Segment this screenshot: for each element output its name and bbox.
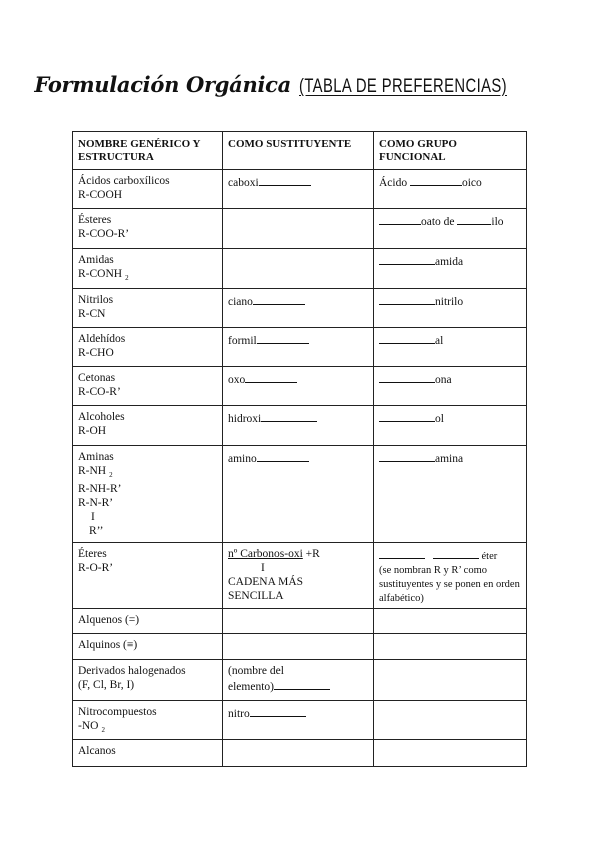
- substituent-prefix: (nombre del: [228, 665, 284, 677]
- row-name-cell: [73, 740, 223, 767]
- functional-name: amina: [435, 453, 464, 465]
- row-formula-subscript: 2: [101, 726, 105, 734]
- substituent-cell: [223, 660, 374, 701]
- fill-in-blank: [257, 450, 309, 462]
- row-formula: R-CO-R’: [78, 386, 121, 398]
- functional-name: amida: [435, 256, 464, 268]
- fill-in-blank: [433, 547, 479, 559]
- functional-note: (se nombran R y R’ como sustituyentes y se ponen en orden alfabético): [379, 565, 520, 604]
- row-name-cell: [73, 660, 223, 701]
- table-row: [73, 609, 527, 634]
- substituent-prefix: caboxi: [228, 177, 259, 189]
- fill-in-blank: [410, 174, 462, 186]
- fill-in-blank: [379, 547, 425, 559]
- substituent-cell: [223, 328, 374, 367]
- substituent-cell: [223, 289, 374, 328]
- functional-prefix: Ácido: [379, 177, 408, 189]
- title-subtitle: (TABLA DE PREFERENCIAS): [298, 76, 507, 97]
- functional-cell: [374, 543, 527, 609]
- functional-name: ona: [435, 374, 452, 386]
- row-formula: R-COOH: [78, 189, 123, 201]
- table-row: [73, 740, 527, 767]
- row-name: Derivados halogenados: [78, 665, 186, 677]
- table-row: [73, 249, 527, 289]
- functional-cell: [374, 660, 527, 701]
- fill-in-blank: [253, 293, 305, 305]
- fill-in-blank: [259, 174, 311, 186]
- functional-cell: [374, 328, 527, 367]
- fill-in-blank: [379, 450, 435, 462]
- substituent-cell: [223, 209, 374, 249]
- fill-in-blank: [261, 410, 317, 422]
- substituent-prefix: nitro: [228, 708, 250, 720]
- row-name: Nitrocompuestos: [78, 706, 157, 718]
- functional-cell: [374, 740, 527, 767]
- header-generic-name: NOMBRE GENÉRICO Y ESTRUCTURA: [73, 132, 223, 170]
- fill-in-blank: [379, 293, 435, 305]
- functional-cell: [374, 446, 527, 543]
- functional-cell: [374, 634, 527, 660]
- row-formula: R-N-R’: [78, 497, 114, 509]
- table-row: [73, 701, 527, 740]
- row-name: Aldehídos: [78, 333, 126, 345]
- table-row: [73, 660, 527, 701]
- row-name-cell: [73, 543, 223, 609]
- substituent-cell: [223, 609, 374, 634]
- row-formula-bond: I: [91, 511, 95, 523]
- substituent-cell: [223, 367, 374, 406]
- table-row: [73, 328, 527, 367]
- substituent-cell: [223, 446, 374, 543]
- functional-cell: [374, 367, 527, 406]
- row-name-cell: [73, 289, 223, 328]
- substituent-suffix: elemento): [228, 681, 274, 693]
- table-row: [73, 543, 527, 609]
- table-row: [73, 170, 527, 209]
- substituent-prefix: nº Carbonos-oxi: [228, 548, 303, 560]
- row-name-cell: [73, 701, 223, 740]
- fill-in-blank: [457, 213, 491, 225]
- row-name-cell: [73, 446, 223, 543]
- substituent-prefix: amino: [228, 453, 257, 465]
- substituent-suffix: +R: [305, 548, 320, 560]
- row-formula: R-O-R’: [78, 562, 114, 574]
- row-name: Ésteres: [78, 214, 112, 226]
- substituent-prefix: hidroxi: [228, 413, 262, 425]
- substituent-cell: [223, 249, 374, 289]
- functional-cell: [374, 609, 527, 634]
- row-formula-subscript: 2: [109, 471, 113, 479]
- fill-in-blank: [274, 678, 330, 690]
- fill-in-blank: [250, 705, 306, 717]
- functional-suffix: oico: [461, 177, 482, 189]
- substituent-prefix: ciano: [228, 296, 253, 308]
- header-substituent: COMO SUSTITUYENTE: [223, 132, 374, 170]
- fill-in-blank: [379, 332, 435, 344]
- table-row: [73, 209, 527, 249]
- functional-name: éter: [481, 551, 498, 562]
- row-name: Nitrilos: [78, 294, 114, 306]
- table-header-row: [73, 132, 527, 170]
- row-formula-subscript: 2: [125, 274, 129, 282]
- row-name-cell: [73, 328, 223, 367]
- table-row: [73, 446, 527, 543]
- row-formula: R’’: [89, 525, 104, 537]
- substituent-prefix: formil: [228, 335, 257, 347]
- row-name: Cetonas: [78, 372, 116, 384]
- row-name-cell: [73, 209, 223, 249]
- fill-in-blank: [257, 332, 309, 344]
- substituent-prefix: oxo: [228, 374, 246, 386]
- row-name-cell: [73, 367, 223, 406]
- row-formula: -NO: [78, 720, 99, 732]
- fill-in-blank: [379, 371, 435, 383]
- table-row: [73, 406, 527, 446]
- row-name: Alquenos (=): [78, 614, 140, 626]
- substituent-cell: [223, 170, 374, 209]
- row-name-cell: [73, 249, 223, 289]
- functional-cell: [374, 209, 527, 249]
- functional-cell: [374, 406, 527, 446]
- row-formula: R-OH: [78, 425, 107, 437]
- row-formula: R-NH: [78, 465, 107, 477]
- fill-in-blank: [245, 371, 297, 383]
- substituent-bond: I: [261, 562, 265, 574]
- row-name: Alcoholes: [78, 411, 125, 423]
- fill-in-blank: [379, 253, 435, 265]
- table-row: [73, 634, 527, 660]
- row-name-cell: [73, 609, 223, 634]
- functional-prefix: oato de: [421, 216, 455, 228]
- page-title: [0, 72, 600, 98]
- row-formula: R-CN: [78, 308, 106, 320]
- row-name: Amidas: [78, 254, 114, 266]
- table-row: [73, 367, 527, 406]
- functional-cell: [374, 289, 527, 328]
- row-name: Alquinos (≡): [78, 639, 138, 651]
- row-name-cell: [73, 406, 223, 446]
- row-formula: R-COO-R’: [78, 228, 130, 240]
- preference-table: [72, 131, 527, 767]
- substituent-note: CADENA MÁS SENCILLA: [228, 576, 304, 602]
- functional-cell: [374, 249, 527, 289]
- row-formula: R-CHO: [78, 347, 114, 359]
- row-name: Éteres: [78, 548, 107, 560]
- functional-name: nitrilo: [435, 296, 464, 308]
- functional-name: al: [435, 335, 444, 347]
- substituent-cell: [223, 634, 374, 660]
- row-formula: (F, Cl, Br, I): [78, 679, 135, 691]
- fill-in-blank: [379, 410, 435, 422]
- functional-cell: [374, 170, 527, 209]
- row-name-cell: [73, 634, 223, 660]
- functional-cell: [374, 701, 527, 740]
- substituent-cell: [223, 543, 374, 609]
- fill-in-blank: [379, 213, 421, 225]
- row-name: Aminas: [78, 451, 114, 463]
- substituent-cell: [223, 740, 374, 767]
- functional-name: ol: [435, 413, 444, 425]
- row-formula: R-NH-R’: [78, 483, 122, 495]
- substituent-cell: [223, 701, 374, 740]
- title-main: Formulación Orgánica: [34, 72, 291, 97]
- substituent-cell: [223, 406, 374, 446]
- row-name: Alcanos: [78, 745, 116, 757]
- row-formula: R-CONH: [78, 268, 123, 280]
- row-name-cell: [73, 170, 223, 209]
- header-functional-group: COMO GRUPO FUNCIONAL: [374, 132, 527, 170]
- table-row: [73, 289, 527, 328]
- functional-suffix: ilo: [491, 216, 504, 228]
- row-name: Ácidos carboxílicos: [78, 175, 170, 187]
